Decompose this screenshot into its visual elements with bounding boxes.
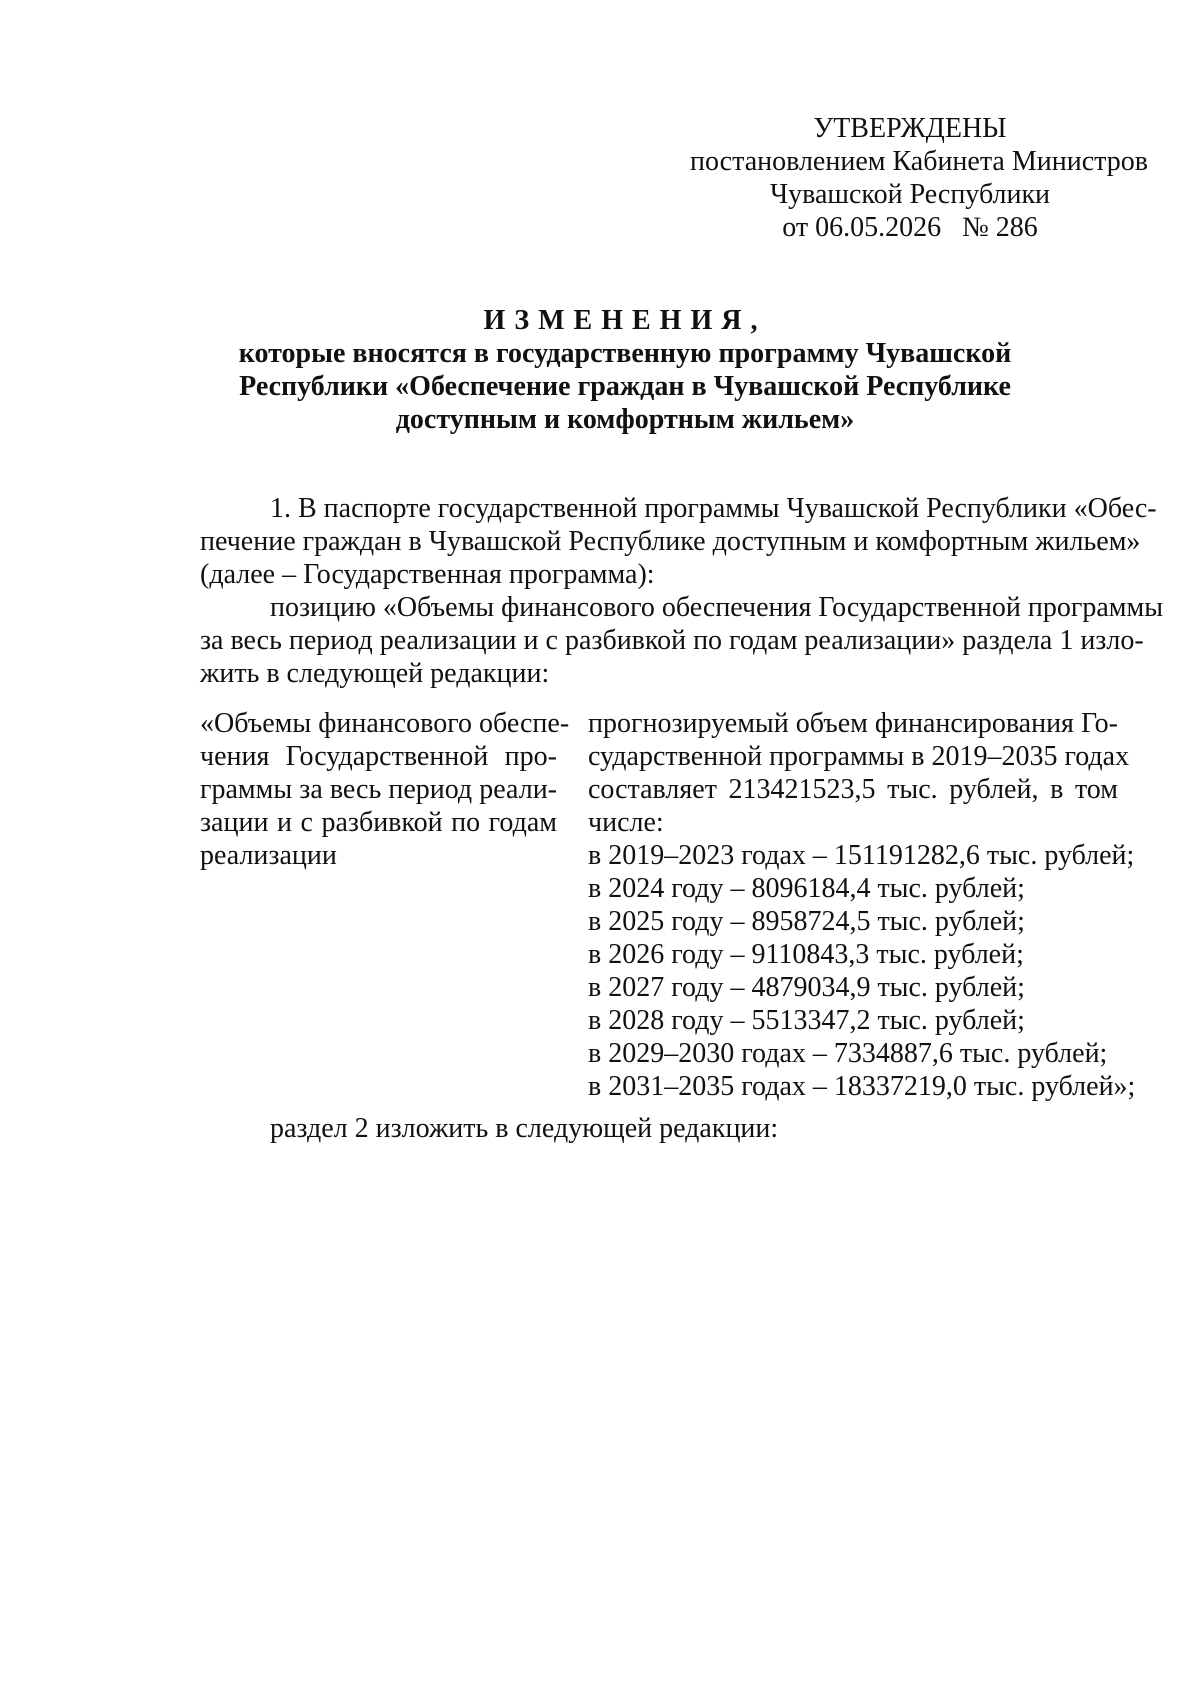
approval-region: Чувашской Республики (769, 179, 1051, 210)
approval-heading: УТВЕРЖДЕНЫ (813, 113, 1007, 144)
position-name-line-1: «Объемы финансового обеспе- (200, 708, 570, 739)
paragraph-1-line-2: печение граждан в Чувашской Республике доступным и комфортным жильем» (200, 526, 1141, 557)
position-value-line-4: числе: (588, 807, 664, 838)
paragraph-1-line-3: (далее – Государственная программа): (200, 559, 655, 590)
position-value-line-1: прогнозируемый объем финансирования Го- (588, 708, 1118, 739)
document-title (200, 304, 1050, 436)
passport-position-value (588, 707, 1136, 1103)
title-subtitle-line-1: которые вносятся в государственную программу Чувашской (238, 338, 1012, 369)
funding-row-2025: в 2025 году – 8958724,5 тыс. рублей; (588, 906, 1025, 937)
paragraph-1-line-1: 1. В паспорте государственной программы Чувашской Республики «Обес- (270, 493, 1157, 524)
paragraph-2 (200, 591, 1164, 690)
position-name-line-2: чения Государственной про- (200, 741, 557, 772)
position-value-line-2: сударственной программы в 2019–2035 годах (588, 741, 1130, 772)
funding-row-2029-2030: в 2029–2030 годах – 7334887,6 тыс. рублей; (588, 1038, 1108, 1069)
passport-position-name (200, 707, 570, 872)
approval-date-number: от 06.05.2026 № 286 (782, 212, 1038, 243)
paragraph-2-line-2: за весь период реализации и с разбивкой по годам реализации» раздела 1 изло- (200, 625, 1144, 656)
approval-stamp (690, 112, 1148, 244)
paragraph-2-line-3: жить в следующей редакции: (200, 658, 550, 689)
title-subtitle-line-3: доступным и комфортным жильем» (395, 404, 855, 435)
position-name-line-3: граммы за весь период реали- (200, 774, 557, 805)
title-subtitle-line-2: Республики «Обеспечение граждан в Чувашской Республике (239, 371, 1011, 402)
position-value-line-3: составляет 213421523,5 тыс. рублей, в том (588, 774, 1118, 805)
closing-instruction: раздел 2 изложить в следующей редакции: (270, 1113, 779, 1144)
funding-row-2024: в 2024 году – 8096184,4 тыс. рублей; (588, 873, 1025, 904)
title-heading: ИЗМЕНЕНИЯ, (483, 305, 767, 336)
funding-row-2019-2023: в 2019–2023 годах – 151191282,6 тыс. рублей; (588, 840, 1135, 871)
funding-row-2028: в 2028 году – 5513347,2 тыс. рублей; (588, 1005, 1025, 1036)
funding-row-2026: в 2026 году – 9110843,3 тыс. рублей; (588, 939, 1024, 970)
position-name-line-5: реализации (200, 840, 337, 871)
paragraph-2-line-1: позицию «Объемы финансового обеспечения Государственной программы (270, 592, 1164, 623)
approval-authority: постановлением Кабинета Министров (690, 146, 1148, 177)
funding-row-2031-2035: в 2031–2035 годах – 18337219,0 тыс. рублей»; (588, 1071, 1136, 1102)
document-body (200, 492, 1164, 690)
position-name-line-4: зации и с разбивкой по годам (200, 807, 557, 838)
paragraph-1 (200, 492, 1157, 591)
funding-row-2027: в 2027 году – 4879034,9 тыс. рублей; (588, 972, 1025, 1003)
